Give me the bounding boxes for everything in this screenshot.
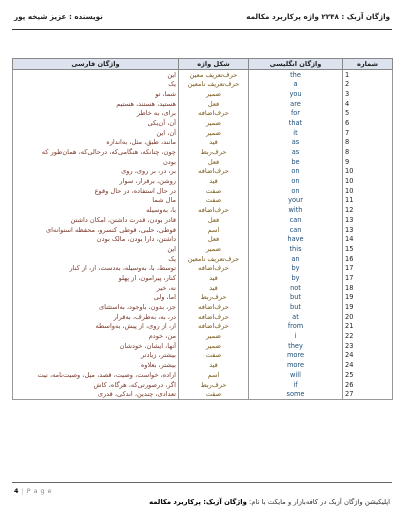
cell-english: more (249, 351, 343, 361)
table-row (13, 273, 393, 283)
cell-number: 25 (343, 370, 393, 380)
cell-english: some (249, 390, 343, 400)
cell-persian: آن، آن‌یکی (13, 118, 179, 128)
table-row (13, 235, 393, 245)
table-row (13, 293, 393, 303)
cell-english: but (249, 293, 343, 303)
cell-number: 11 (343, 196, 393, 206)
cell-number: 17 (343, 273, 393, 283)
cell-english: be (249, 157, 343, 167)
cell-persian: قوطی، حلبی، قوطی کنسرو، محفظه استوانه‌ای (13, 225, 179, 235)
cell-english: are (249, 99, 343, 109)
cell-word-form: حرف‌اضافه (179, 322, 249, 332)
cell-number: 7 (343, 128, 393, 138)
table-row (13, 254, 393, 264)
table-row (13, 177, 393, 187)
cell-number: 5 (343, 109, 393, 119)
cell-persian: با، به‌وسیله (13, 206, 179, 216)
cell-english: have (249, 235, 343, 245)
cell-english: on (249, 167, 343, 177)
cell-english: as (249, 138, 343, 148)
cell-english: by (249, 273, 343, 283)
table-row (13, 70, 393, 80)
cell-word-form: فعل (179, 99, 249, 109)
cell-persian: یک (13, 80, 179, 90)
table-row (13, 196, 393, 206)
cell-number: 20 (343, 312, 393, 322)
cell-number: 1 (343, 70, 393, 80)
cell-word-form: حرف‌تعریف معین (179, 70, 249, 80)
cell-word-form: حرف‌اضافه (179, 264, 249, 274)
cell-number: 27 (343, 390, 393, 400)
vocabulary-table (12, 58, 393, 400)
column-header-english: واژگان انگلیسی (249, 59, 343, 70)
cell-english: can (249, 225, 343, 235)
cell-persian: بر، در، بر روی، روی (13, 167, 179, 177)
cell-number: 8 (343, 148, 393, 158)
table-row (13, 206, 393, 216)
cell-english: not (249, 283, 343, 293)
cell-persian: تعدادی، چندین، اندکی، قدری (13, 390, 179, 400)
cell-persian: قادر بودن، قدرت داشتن، امکان داشتن (13, 215, 179, 225)
cell-number: 8 (343, 138, 393, 148)
cell-english: for (249, 109, 343, 119)
cell-persian: این (13, 244, 179, 254)
table-row (13, 351, 393, 361)
cell-number: 4 (343, 99, 393, 109)
cell-word-form: ضمیر (179, 118, 249, 128)
cell-word-form: حرف‌اضافه (179, 109, 249, 119)
cell-word-form: صفت (179, 186, 249, 196)
cell-word-form: فعل (179, 215, 249, 225)
cell-number: 15 (343, 244, 393, 254)
table-row (13, 380, 393, 390)
cell-word-form: ضمیر (179, 244, 249, 254)
cell-persian: من، خودم (13, 332, 179, 342)
cell-number: 3 (343, 89, 393, 99)
cell-number: 13 (343, 225, 393, 235)
cell-english: an (249, 254, 343, 264)
page-number-value: 4 (14, 487, 19, 495)
cell-number: 16 (343, 254, 393, 264)
table-row (13, 109, 393, 119)
cell-word-form: حرف‌ربط (179, 380, 249, 390)
cell-persian: کنار، پیرامون، از پهلو (13, 273, 179, 283)
cell-english: on (249, 186, 343, 196)
footer-note-text: اپلیکیشن واژگان آزبک در کافه‌بازار و مایکت با نام: (249, 498, 390, 506)
cell-english: as (249, 148, 343, 158)
cell-number: 18 (343, 283, 393, 293)
cell-english: they (249, 341, 343, 351)
cell-persian: نه، خیر (13, 283, 179, 293)
cell-number: 6 (343, 118, 393, 128)
table-row (13, 128, 393, 138)
cell-english: it (249, 128, 343, 138)
cell-english: this (249, 244, 343, 254)
cell-word-form: فعل (179, 157, 249, 167)
column-header-persian: واژگان فارسی (13, 59, 179, 70)
table-row (13, 341, 393, 351)
cell-word-form: صفت (179, 390, 249, 400)
column-header-number: شماره (343, 59, 393, 70)
cell-english: at (249, 312, 343, 322)
table-row (13, 312, 393, 322)
cell-english: by (249, 264, 343, 274)
cell-persian: مال شما (13, 196, 179, 206)
table-header-row (13, 59, 393, 70)
cell-word-form: ضمیر (179, 332, 249, 342)
author-name: نویسنده : عزیز شیخه پور (14, 12, 103, 21)
cell-word-form: حرف‌اضافه (179, 312, 249, 322)
table-row (13, 322, 393, 332)
cell-number: 24 (343, 351, 393, 361)
table-row (13, 148, 393, 158)
cell-persian: چون، چنانکه، هنگامی‌که، درحالی‌که، همان‌طور که (13, 148, 179, 158)
cell-number: 10 (343, 167, 393, 177)
footer-app-note (149, 498, 390, 506)
cell-english: will (249, 370, 343, 380)
cell-word-form: صفت (179, 196, 249, 206)
cell-persian: یک (13, 254, 179, 264)
cell-word-form: حرف‌ربط (179, 148, 249, 158)
cell-english: i (249, 332, 343, 342)
table-row (13, 244, 393, 254)
cell-persian: مانند، طبق، مثل، به‌اندازه (13, 138, 179, 148)
cell-number: 19 (343, 303, 393, 313)
table-row (13, 390, 393, 400)
cell-word-form: قید (179, 273, 249, 283)
cell-english: but (249, 303, 343, 313)
cell-word-form: اسم (179, 225, 249, 235)
cell-english: from (249, 322, 343, 332)
cell-word-form: حرف‌ربط (179, 293, 249, 303)
page-number (14, 487, 52, 495)
cell-persian: بودن (13, 157, 179, 167)
cell-number: 23 (343, 341, 393, 351)
cell-word-form: قید (179, 361, 249, 371)
cell-english: that (249, 118, 343, 128)
cell-number: 14 (343, 235, 393, 245)
cell-persian: برای، به خاطر (13, 109, 179, 119)
table-row (13, 264, 393, 274)
cell-number: 2 (343, 80, 393, 90)
table-row (13, 361, 393, 371)
cell-persian: اما، ولی (13, 293, 179, 303)
cell-persian: جز، بدون، باوجود، به‌استثنای (13, 303, 179, 313)
header-divider (12, 29, 392, 30)
cell-persian: بیشتر، زیادتر (13, 351, 179, 361)
table-row (13, 215, 393, 225)
cell-word-form: فعل (179, 235, 249, 245)
cell-english: the (249, 70, 343, 80)
page-label: P a g e (26, 487, 53, 495)
cell-persian: این (13, 70, 179, 80)
cell-word-form: قید (179, 138, 249, 148)
cell-persian: روشن، برقرار، سوار (13, 177, 179, 187)
table-row (13, 80, 393, 90)
cell-word-form: حرف‌تعریف نامعین (179, 254, 249, 264)
cell-number: 13 (343, 215, 393, 225)
cell-english: can (249, 215, 343, 225)
table-row (13, 157, 393, 167)
cell-english: you (249, 89, 343, 99)
cell-persian: در، به، به‌طرف، به‌قرار (13, 312, 179, 322)
table-row (13, 332, 393, 342)
cell-number: 24 (343, 361, 393, 371)
cell-persian: آنها، ایشان، خودشان (13, 341, 179, 351)
cell-persian: توسط، با، به‌وسیله، به‌دست، از، از کنار (13, 264, 179, 274)
cell-word-form: حرف‌تعریف نامعین (179, 80, 249, 90)
cell-number: 17 (343, 264, 393, 274)
cell-word-form: ضمیر (179, 89, 249, 99)
cell-persian: در حال استفاده، در حال وقوع (13, 186, 179, 196)
cell-persian: آن، این (13, 128, 179, 138)
table-row (13, 138, 393, 148)
cell-number: 21 (343, 322, 393, 332)
cell-persian: داشتن، دارا بودن، مالک بودن (13, 235, 179, 245)
cell-number: 22 (343, 332, 393, 342)
cell-number: 19 (343, 293, 393, 303)
footer-app-name: واژگان آزبک: پرکاربرد مکالمه (149, 498, 247, 506)
table-row (13, 370, 393, 380)
cell-english: with (249, 206, 343, 216)
cell-number: 12 (343, 206, 393, 216)
document-title: واژگان آزبک : ۲۲۴۸ واژه پرکاربرد مکالمه (246, 12, 390, 21)
table-row (13, 99, 393, 109)
table-row (13, 167, 393, 177)
page-number-separator: | (21, 487, 24, 495)
page-header (14, 12, 390, 26)
cell-word-form: ضمیر (179, 341, 249, 351)
table-row (13, 118, 393, 128)
cell-persian: هستید، هستند، هستیم (13, 99, 179, 109)
cell-word-form: قید (179, 283, 249, 293)
cell-word-form: قید (179, 177, 249, 187)
footer-divider (12, 482, 392, 483)
table-row (13, 186, 393, 196)
cell-english: on (249, 177, 343, 187)
cell-number: 10 (343, 177, 393, 187)
cell-word-form: صفت (179, 351, 249, 361)
cell-persian: از، از روی، از پیش، به‌واسطه (13, 322, 179, 332)
cell-number: 9 (343, 157, 393, 167)
cell-english: more (249, 361, 343, 371)
table-row (13, 283, 393, 293)
table-row (13, 225, 393, 235)
cell-word-form: ضمیر (179, 128, 249, 138)
table-row (13, 303, 393, 313)
table-row (13, 89, 393, 99)
cell-persian: شما، تو (13, 89, 179, 99)
cell-english: a (249, 80, 343, 90)
cell-english: if (249, 380, 343, 390)
column-header-word-form: شکل واژه (179, 59, 249, 70)
cell-persian: اگر، درصورتی‌که، هرگاه، کاش (13, 380, 179, 390)
cell-number: 26 (343, 380, 393, 390)
cell-word-form: حرف‌اضافه (179, 303, 249, 313)
cell-persian: اراده، خواست، وصیت، قصد، میل، وصیت‌نامه، نیت (13, 370, 179, 380)
cell-persian: بیشتر، بعلاوه (13, 361, 179, 371)
cell-word-form: حرف‌اضافه (179, 206, 249, 216)
cell-number: 10 (343, 186, 393, 196)
cell-english: your (249, 196, 343, 206)
cell-word-form: اسم (179, 370, 249, 380)
cell-word-form: حرف‌اضافه (179, 167, 249, 177)
